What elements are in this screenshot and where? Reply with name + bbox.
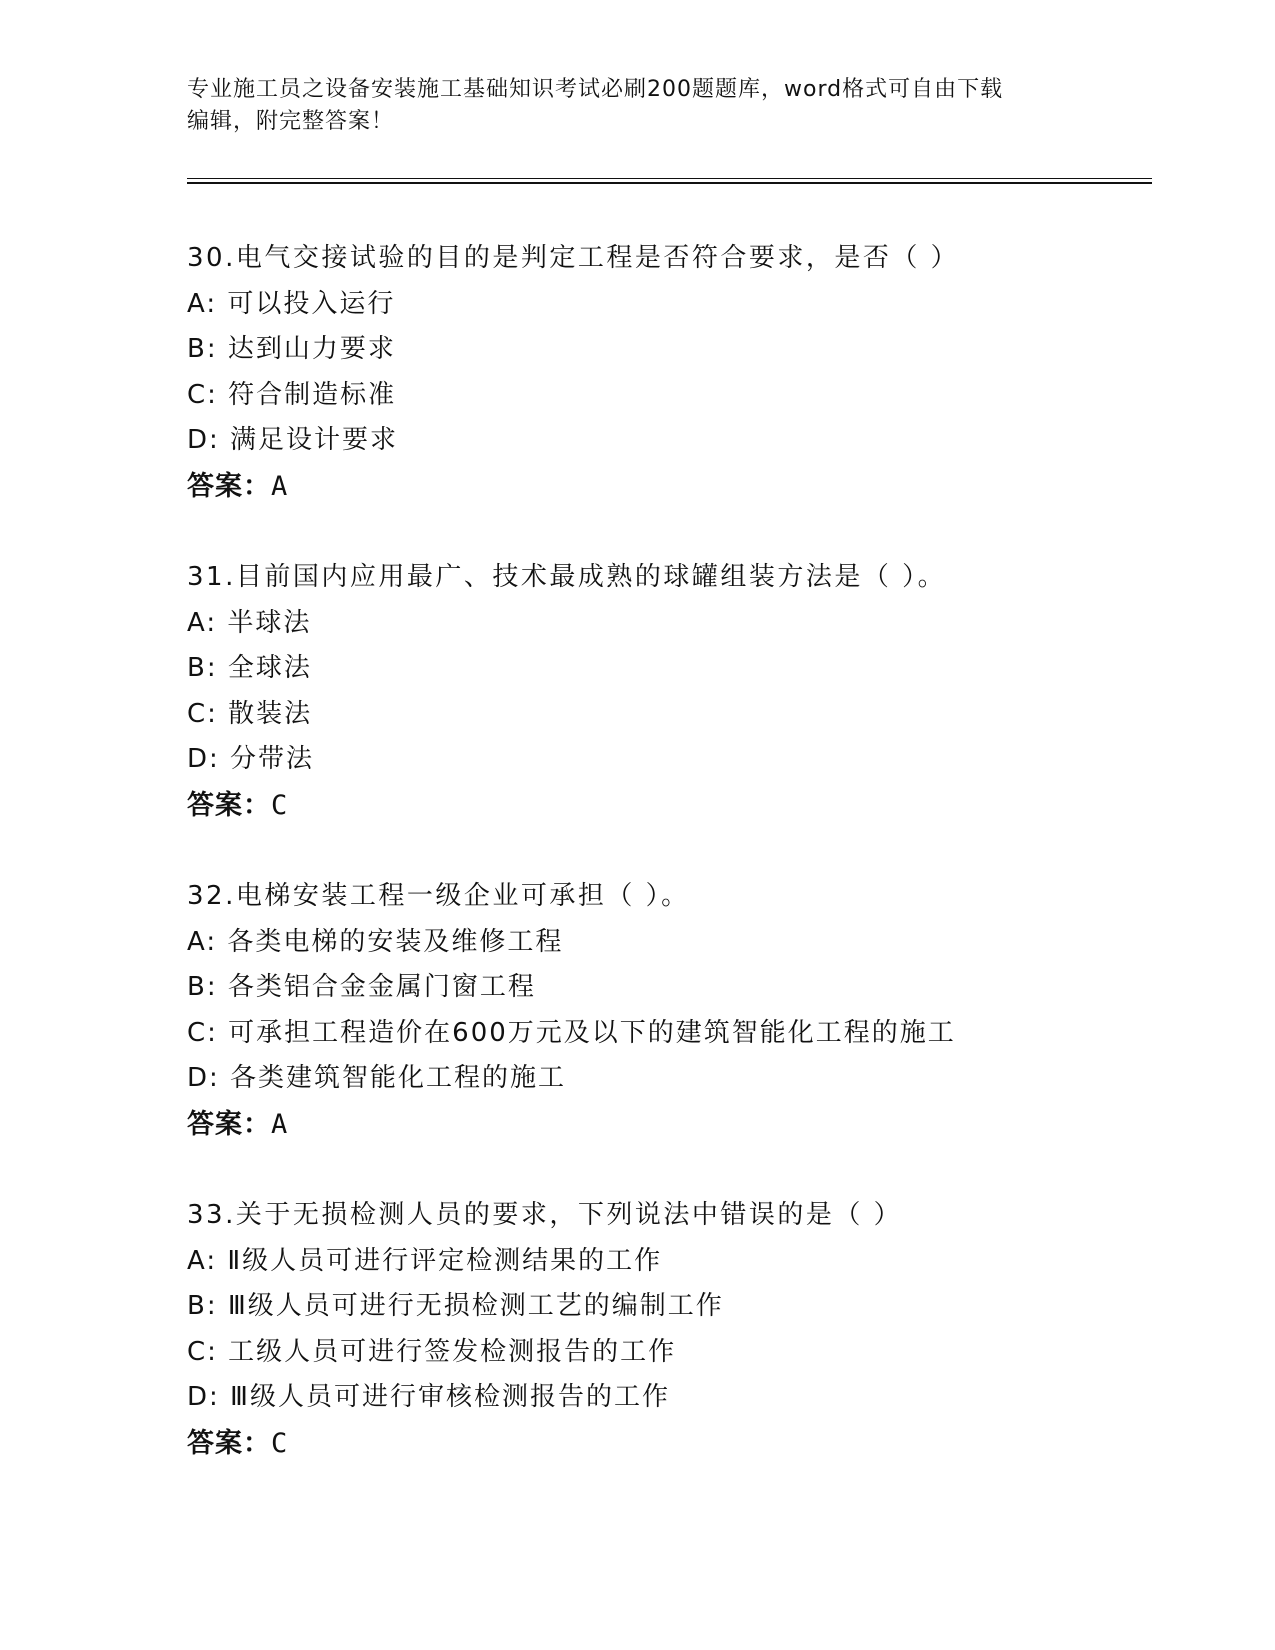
- option-d: D: 分带法: [187, 744, 315, 774]
- option-b: B: 各类铝合金金属门窗工程: [187, 972, 536, 1002]
- answer: [187, 1102, 1187, 1148]
- option-b: B: 全球法: [187, 653, 312, 683]
- answer: [187, 783, 1187, 829]
- header-line-2: 编辑，附完整答案！: [187, 109, 395, 134]
- document-header: [187, 74, 1067, 138]
- answer-value: A: [271, 470, 288, 502]
- option-c: C: 符合制造标准: [187, 379, 397, 410]
- header-line-1: 专业施工员之设备安装施工基础知识考试必刷200题题库，word格式可自由下载: [187, 77, 1004, 102]
- question-33: [187, 1193, 1187, 1466]
- option-a: A: 各类电梯的安装及维修工程: [187, 926, 564, 957]
- question-stem: 31.目前国内应用最广、技术最成熟的球罐组装方法是（ ）。: [187, 562, 947, 592]
- answer-label: 答案：: [187, 789, 271, 821]
- option-a: A: 可以投入运行: [187, 288, 396, 319]
- answer-value: C: [271, 1427, 288, 1459]
- header-divider-thin: [187, 178, 1152, 179]
- question-stem: 32.电梯安装工程一级企业可承担（ ）。: [187, 881, 690, 911]
- option-d: D: 满足设计要求: [187, 425, 399, 455]
- option-c: C: 工级人员可进行签发检测报告的工作: [187, 1336, 677, 1367]
- option-b: B: Ⅲ级人员可进行无损检测工艺的编制工作: [187, 1291, 724, 1321]
- option-a: A: Ⅱ级人员可进行评定检测结果的工作: [187, 1245, 663, 1276]
- option-d: D: Ⅲ级人员可进行审核检测报告的工作: [187, 1382, 670, 1412]
- question-stem: 33.关于无损检测人员的要求，下列说法中错误的是（ ）: [187, 1200, 903, 1230]
- answer-label: 答案：: [187, 470, 271, 502]
- answer: [187, 464, 1187, 510]
- option-a: A: 半球法: [187, 607, 312, 638]
- option-c: C: 散装法: [187, 698, 313, 729]
- answer-label: 答案：: [187, 1108, 271, 1140]
- answer: [187, 1421, 1187, 1467]
- answer-label: 答案：: [187, 1427, 271, 1459]
- header-divider-thick: [187, 182, 1152, 184]
- answer-value: A: [271, 1108, 288, 1140]
- answer-value: C: [271, 789, 288, 821]
- question-32: [187, 874, 1187, 1147]
- option-c: C: 可承担工程造价在600万元及以下的建筑智能化工程的施工: [187, 1017, 956, 1048]
- question-31: [187, 555, 1187, 828]
- option-d: D: 各类建筑智能化工程的施工: [187, 1063, 567, 1093]
- question-30: [187, 236, 1187, 509]
- option-b: B: 达到山力要求: [187, 334, 396, 364]
- question-stem: 30.电气交接试验的目的是判定工程是否符合要求，是否（ ）: [187, 243, 960, 273]
